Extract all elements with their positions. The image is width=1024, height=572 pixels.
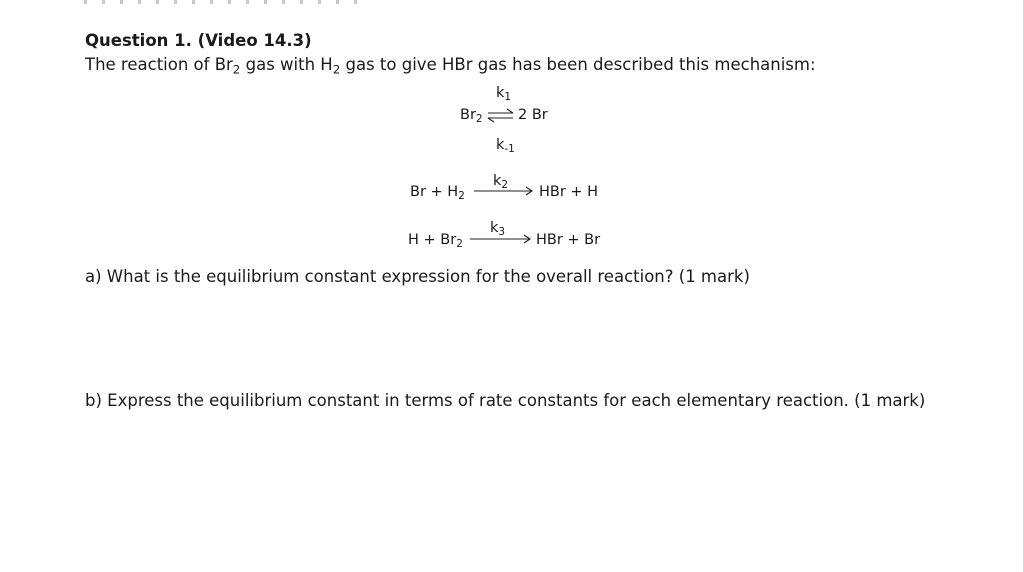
step3-reactant-formula: H + Br bbox=[408, 232, 457, 248]
step3-reactant bbox=[408, 232, 463, 248]
question-intro bbox=[85, 55, 816, 77]
k2-letter: k bbox=[493, 173, 502, 189]
h2-subscript: 2 bbox=[332, 62, 341, 77]
step1-k-reverse bbox=[496, 137, 515, 153]
forward-arrow-icon bbox=[470, 234, 532, 244]
intro-part-1: The reaction of Br bbox=[85, 55, 233, 74]
intro-part-2: gas with H bbox=[240, 55, 333, 74]
question-part-b: b) Express the equilibrium constant in terms of rate constants for each elementary reaction. (1 mark) bbox=[85, 391, 926, 410]
k-minus1-subscript: -1 bbox=[504, 142, 515, 155]
step1-product: 2 Br bbox=[518, 107, 548, 123]
step2-reactant-formula: Br + H bbox=[410, 184, 459, 200]
forward-arrow-icon bbox=[474, 186, 534, 196]
question-title: Question 1. (Video 14.3) bbox=[85, 31, 312, 50]
k2-subscript: 2 bbox=[501, 178, 509, 191]
step3-reactant-subscript: 2 bbox=[456, 237, 463, 250]
step1-reactant-formula: Br bbox=[460, 107, 476, 123]
equilibrium-arrow-icon bbox=[487, 109, 515, 123]
k3-letter: k bbox=[490, 220, 499, 236]
step2-product: HBr + H bbox=[539, 184, 599, 200]
k3-subscript: 3 bbox=[498, 225, 506, 238]
step1-reactant bbox=[460, 107, 483, 123]
cropped-previous-line bbox=[84, 0, 364, 4]
k-minus1-letter: k bbox=[496, 137, 505, 153]
question-part-a: a) What is the equilibrium constant expression for the overall reaction? (1 mark) bbox=[85, 267, 750, 286]
step2-reactant bbox=[410, 184, 465, 200]
br2-subscript: 2 bbox=[232, 62, 241, 77]
k1-letter: k bbox=[496, 85, 505, 101]
intro-part-3: gas to give HBr gas has been described this mechanism: bbox=[340, 55, 816, 74]
step3-product: HBr + Br bbox=[536, 232, 601, 248]
k1-subscript: 1 bbox=[504, 90, 512, 103]
step1-reactant-subscript: 2 bbox=[475, 112, 483, 125]
step1-k-forward bbox=[496, 85, 511, 101]
step2-reactant-subscript: 2 bbox=[458, 189, 465, 202]
